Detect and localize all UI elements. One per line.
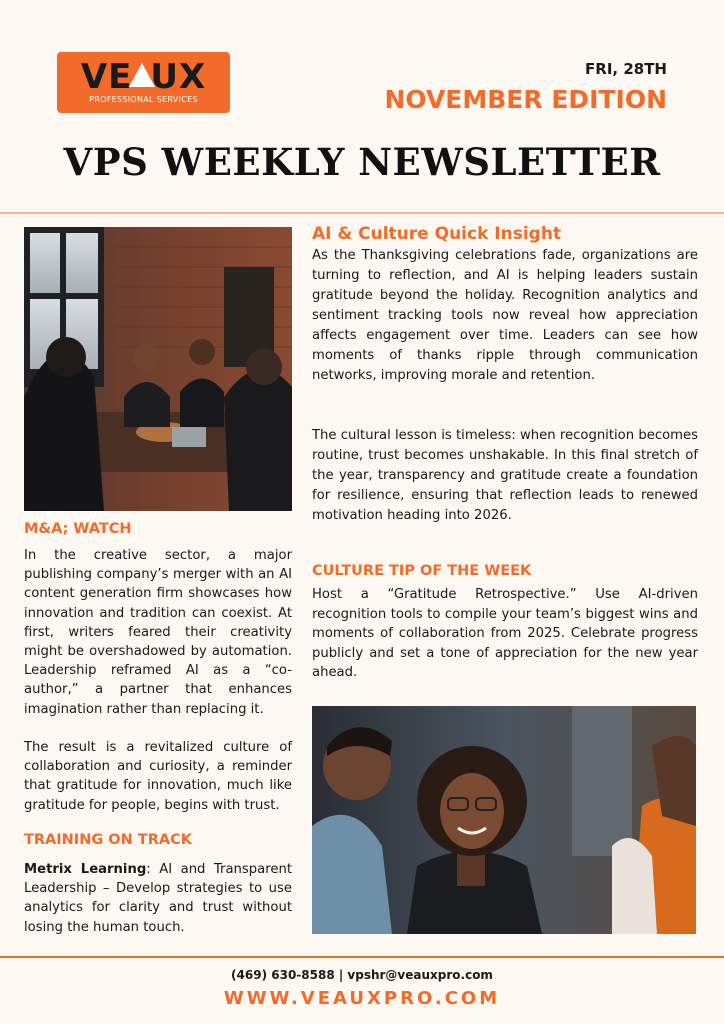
- smiling-colleague-photo: [312, 706, 696, 934]
- ai-culture-heading: AI & Culture Quick Insight: [312, 224, 562, 244]
- header-divider: [0, 212, 724, 214]
- footer-contact: (469) 630-8588 | vpshr@veauxpro.com: [231, 968, 493, 982]
- mna-watch-paragraph-2: The result is a revitalized culture of collaboration and curiosity, a reminder that gratitude for innovation, much like gratitude for people, begins with trust.: [24, 740, 292, 813]
- logo-subtitle: PROFESSIONAL SERVICES: [89, 95, 198, 104]
- logo-wordmark: VE UX: [80, 57, 207, 97]
- ai-culture-paragraph-2: The cultural lesson is timeless: when recognition becomes routine, trust becomes unshakable. In this final stretch of the year, transparency and gratitude create a foundation for resilience, ensuring that reflection leads to renewed motivation heading into 2026.: [312, 428, 698, 523]
- culture-tip-paragraph: Host a “Gratitude Retrospective.” Use AI-driven recognition tools to compile your team’s biggest wins and moments of collaboration from 2025. Celebrate progress publicly and set a tone of appreciation for the new year ahead.: [312, 587, 698, 680]
- company-logo: [57, 52, 230, 113]
- footer-website-link[interactable]: WWW.VEAUXPRO.COM: [223, 988, 501, 1009]
- training-paragraph: [24, 860, 292, 938]
- culture-tip-heading: CULTURE TIP OF THE WEEK: [312, 563, 532, 579]
- mna-watch-paragraph-1: In the creative sector, a major publishing company’s merger with an AI content generation firm showcases how innovation and tradition can coexist. At first, writers feared their creativity might be overshadowed by automation. Leadership reframed AI as a “co-author,” a partner that enhances imagination rather than replacing it.: [24, 548, 292, 717]
- training-heading: TRAINING ON TRACK: [24, 832, 192, 848]
- training-lead: Metrix Learning: [24, 862, 147, 877]
- edition-label: NOVEMBER EDITION: [384, 85, 667, 114]
- training-body: : AI and Transparent Leadership – Develop strategies to use analytics for clarity and trust without losing the human touch.: [24, 862, 292, 935]
- ai-culture-paragraph-1: As the Thanksgiving celebrations fade, organizations are turning to reflection, and AI is helping leaders sustain gratitude beyond the holiday. Recognition analytics and sentiment tracking tools now reveal how appreciation affects engagement over time. Leaders can see how moments of thanks ripple through communication networks, improving morale and retention.: [312, 248, 698, 383]
- mna-watch-heading: M&A; WATCH: [24, 521, 132, 537]
- issue-date: FRI, 28TH: [585, 60, 667, 78]
- logo-triangle-icon: [129, 63, 155, 87]
- newsletter-title: VPS WEEKLY NEWSLETTER: [63, 140, 661, 184]
- footer-divider: [0, 956, 724, 958]
- team-meeting-photo: [24, 227, 292, 511]
